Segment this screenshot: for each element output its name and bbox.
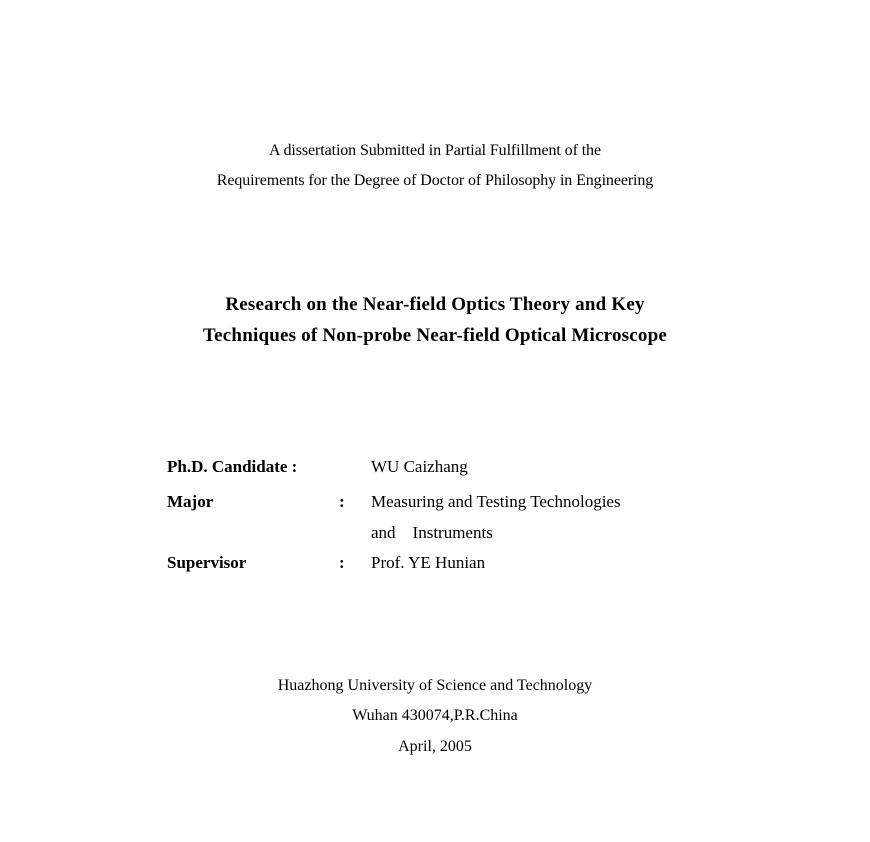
major-colon: : xyxy=(339,492,345,511)
candidate-label: Ph.D. Candidate : xyxy=(167,457,298,476)
university-name: Huazhong University of Science and Technology xyxy=(277,677,593,694)
major-value-line-1: Measuring and Testing Technologies xyxy=(371,492,621,511)
supervisor-label: Supervisor xyxy=(167,553,247,572)
candidate-name: WU Caizhang xyxy=(371,457,468,476)
supervisor-colon: : xyxy=(339,553,345,572)
dissertation-statement-line-2: Requirements for the Degree of Doctor of Philosophy in Engineering xyxy=(216,172,654,189)
major-value-line-2: and Instruments xyxy=(371,523,493,542)
thesis-title-line-2: Techniques of Non-probe Near-field Optical Microscope xyxy=(203,325,667,346)
thesis-title-line-1: Research on the Near-field Optics Theory and Key xyxy=(225,294,645,315)
submission-date: April, 2005 xyxy=(398,738,472,755)
major-label: Major xyxy=(167,492,214,511)
dissertation-statement-line-1: A dissertation Submitted in Partial Fulfillment of the xyxy=(269,142,601,159)
university-address: Wuhan 430074,P.R.China xyxy=(352,707,518,724)
supervisor-name: Prof. YE Hunian xyxy=(371,553,486,572)
